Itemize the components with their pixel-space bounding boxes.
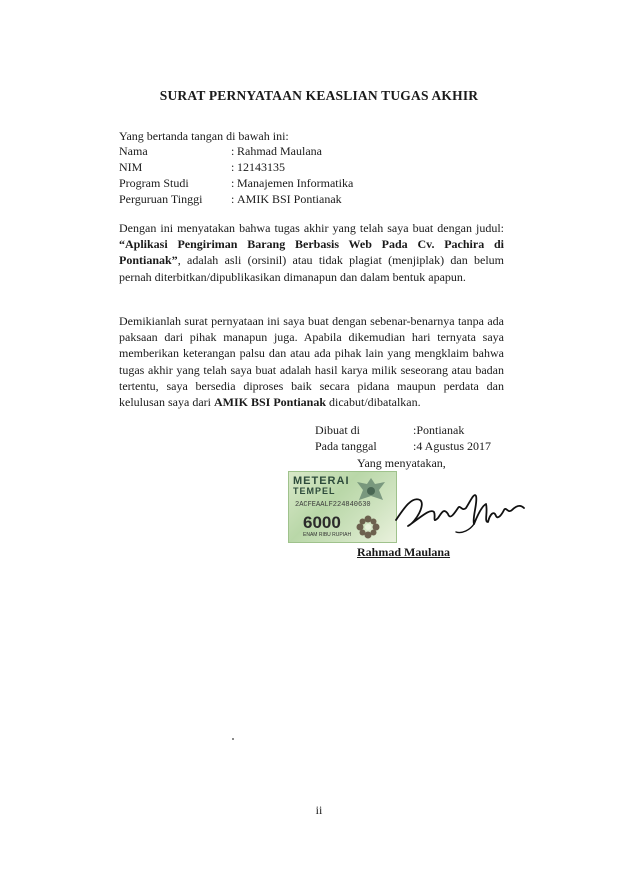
identity-row-institution (119, 191, 353, 207)
signing-value: 4 Agustus 2017 (416, 439, 492, 453)
identity-row-name (119, 143, 353, 159)
page-number: ii (315, 803, 323, 817)
identity-value: Rahmad Maulana (237, 144, 322, 158)
identity-row-program (119, 175, 353, 191)
document-title: SURAT PERNYATAAN KEASLIAN TUGAS AKHIR (159, 88, 479, 103)
signing-value: Pontianak (416, 423, 465, 437)
closing-text: Yang menyatakan, (357, 456, 446, 470)
identity-separator: : (231, 144, 235, 158)
stamp-subtitle: TEMPEL (293, 486, 336, 496)
declaration-paragraph (119, 313, 504, 410)
identity-separator: : (231, 192, 235, 206)
identity-value: 12143135 (237, 160, 285, 174)
identity-label: Perguruan Tinggi (119, 192, 203, 206)
revenue-stamp (288, 471, 397, 543)
identity-label: NIM (119, 160, 143, 174)
stamp-value: 6000 (303, 513, 341, 532)
signing-label: Dibuat di (315, 423, 360, 437)
stamp-title: METERAI (293, 475, 350, 487)
signing-row-date (315, 438, 491, 454)
paragraph-text: dicabut/dibatalkan. (326, 395, 421, 410)
identity-separator: : (231, 160, 235, 174)
identity-label: Nama (119, 144, 148, 158)
identity-value: AMIK BSI Pontianak (237, 192, 342, 206)
signer-name: Rahmad Maulana (357, 545, 451, 559)
signing-label: Pada tanggal (315, 439, 377, 453)
page-speck (232, 738, 234, 740)
identity-separator: : (231, 176, 235, 190)
identity-table (119, 143, 353, 207)
handwritten-signature (390, 478, 530, 538)
identity-row-nim (119, 159, 353, 175)
signing-separator: : (413, 423, 417, 437)
thesis-title: “Aplikasi Pengiriman Barang Berbasis Web Pada Cv. Pachira di Pontianak” (119, 237, 504, 268)
statement-paragraph (119, 220, 504, 285)
signing-details (315, 422, 491, 454)
signing-row-place (315, 422, 491, 438)
identity-value: Manajemen Informatika (237, 176, 354, 190)
intro-text: Yang bertanda tangan di bawah ini: (119, 129, 289, 143)
paragraph-text: Demikianlah surat pernyataan ini saya buat dengan sebenar-benarnya tanpa ada paksaan dari pihak manapun juga. Apabila dikemudian hari ternyata saya memberikan keterangan palsu dan atau ada pihak lain yang mengklaim bahwa tugas akhir yang telah saya buat adalah hasil karya milik seseorang atau badan tertentu, saya bersedia diproses baik secara pidana maupun perdata dan kelulusan saya dari (119, 314, 504, 410)
stamp-ornament-icon (355, 514, 381, 540)
stamp-serial: 2ACFEAALF224840630 (295, 501, 371, 509)
institution-name: AMIK BSI Pontianak (213, 395, 326, 410)
identity-label: Program Studi (119, 176, 189, 190)
paragraph-text: , adalah asli (orsinil) atau tidak plagiat (menjiplak) dan belum pernah diterbitkan/dipublikasikan dimanapun dan dalam bentuk apapun. (119, 253, 504, 284)
stamp-value-words: ENAM RIBU RUPIAH (303, 532, 352, 538)
paragraph-text: Dengan ini menyatakan bahwa tugas akhir yang telah saya buat dengan judul: (119, 221, 504, 235)
signing-separator: : (413, 439, 417, 453)
